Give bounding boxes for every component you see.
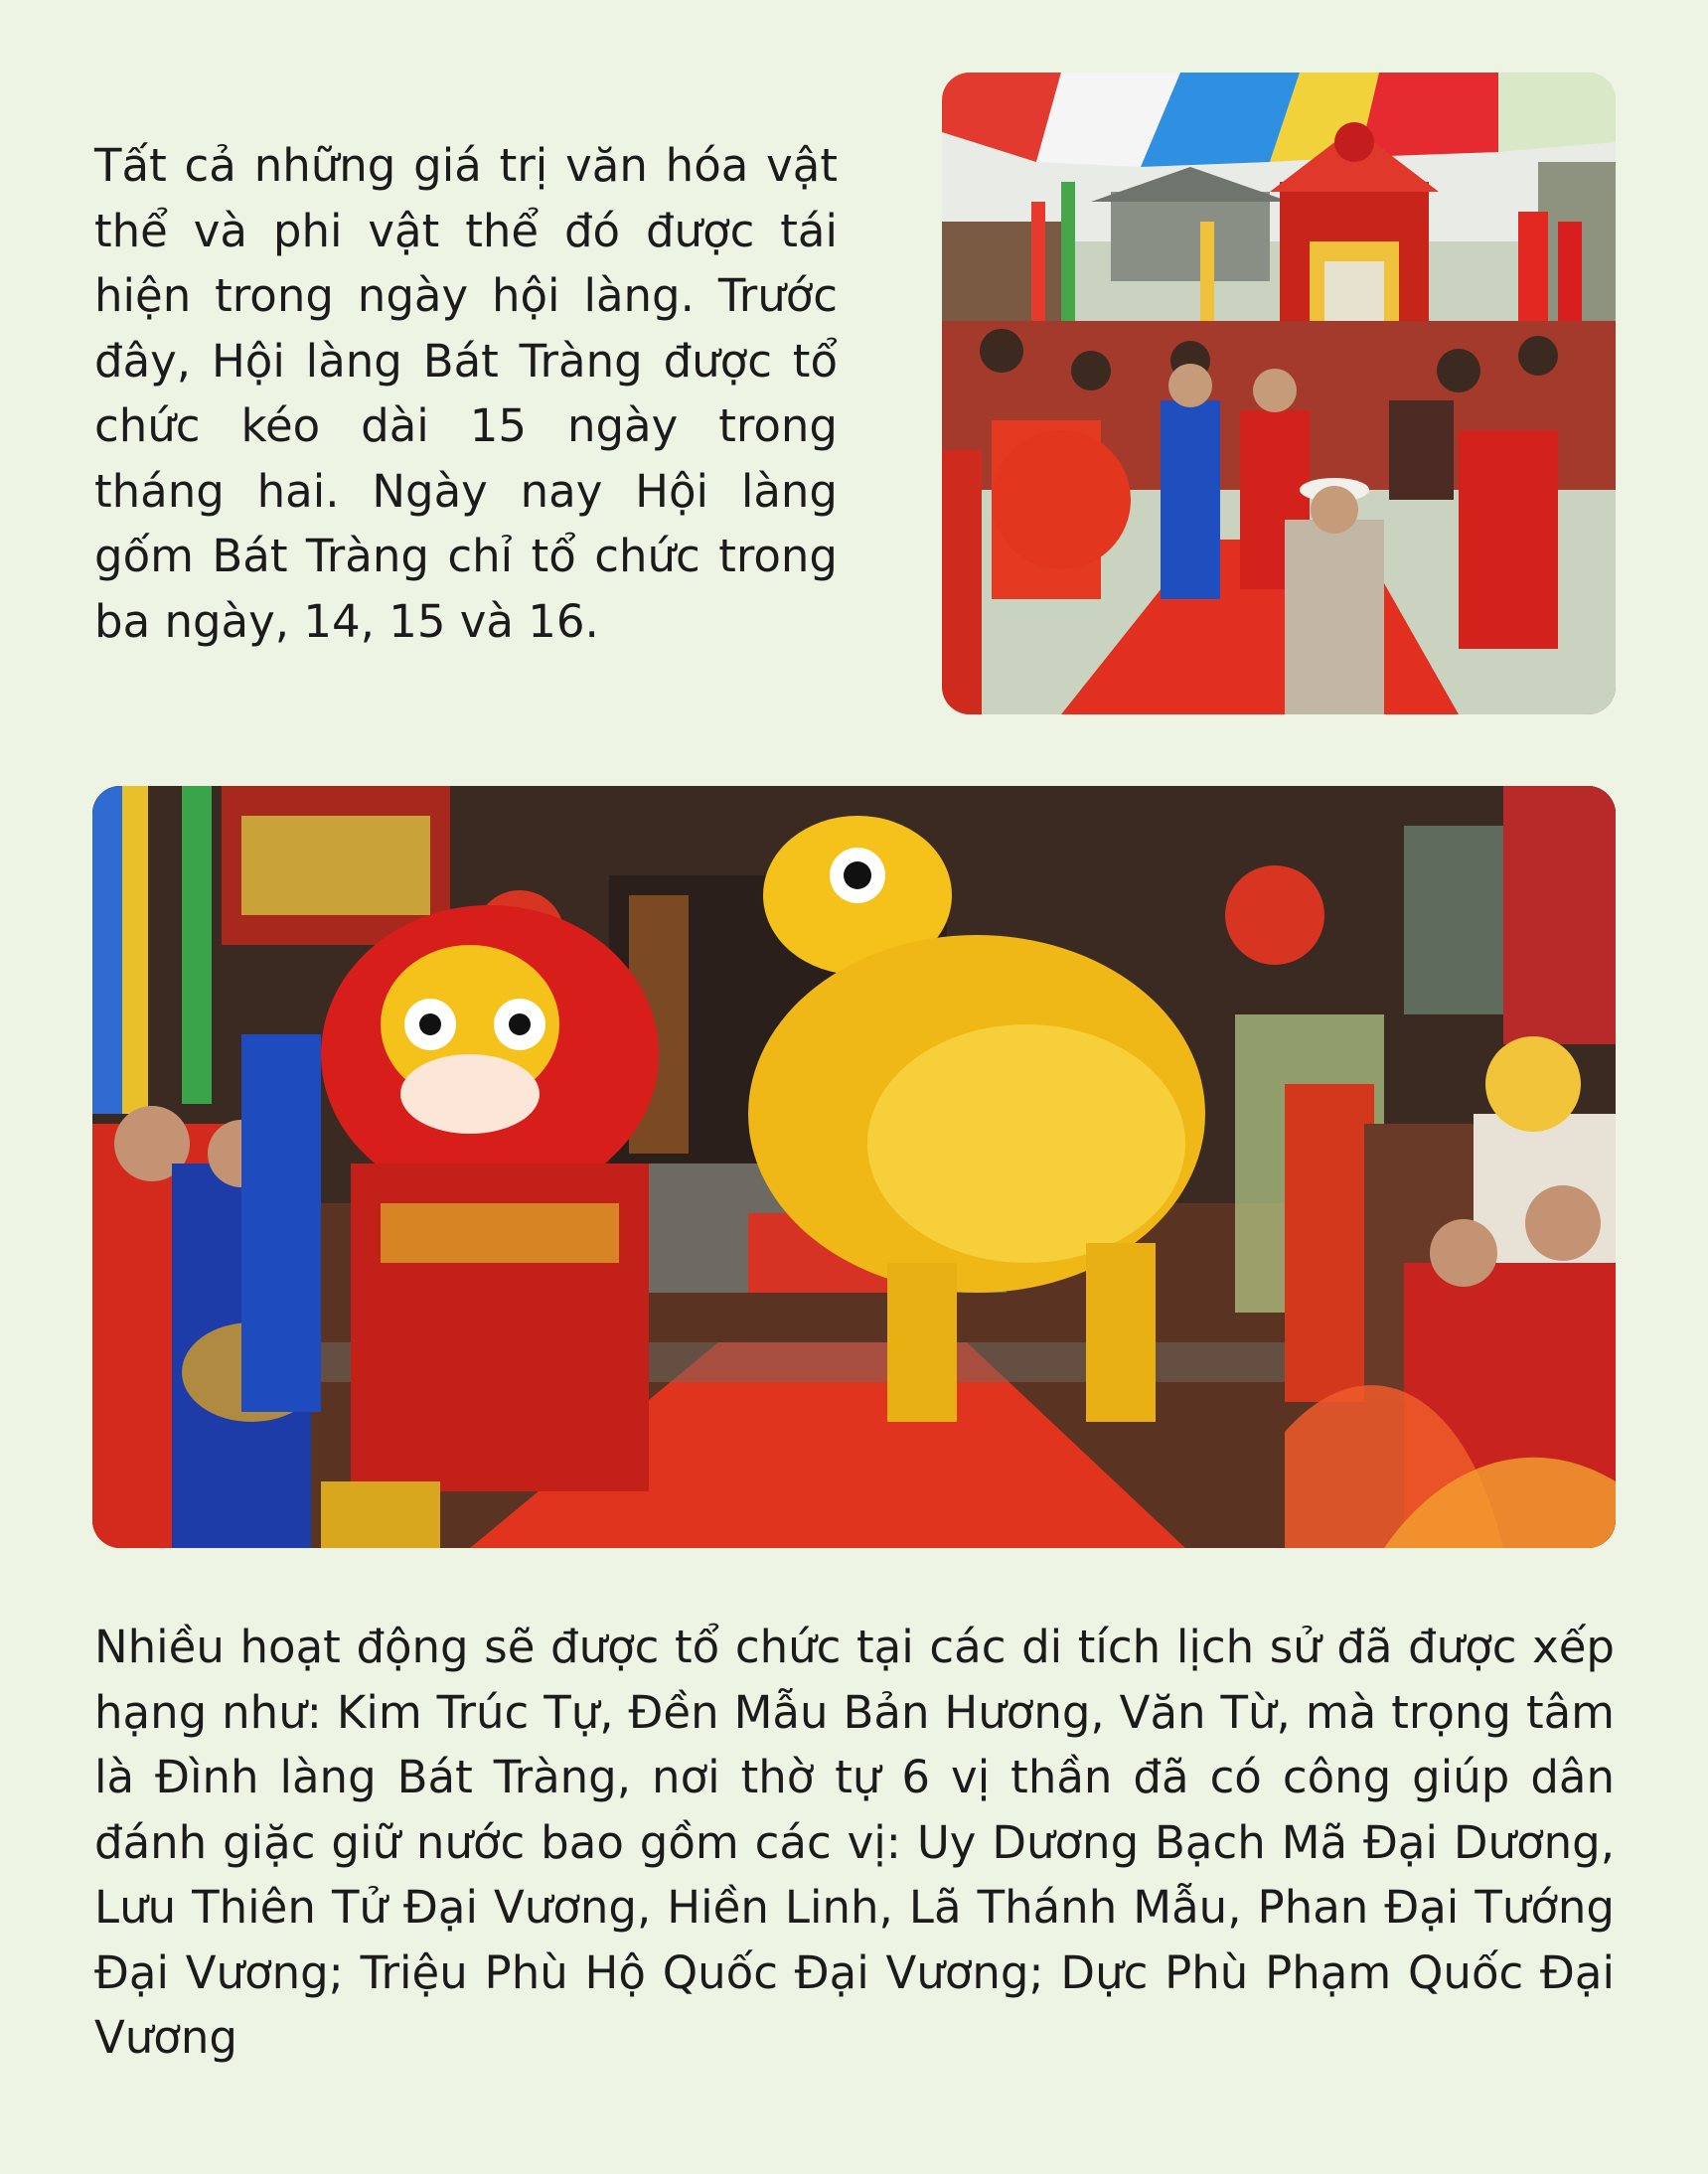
lion-dance-photo [92, 786, 1616, 1548]
relics-paragraph: Nhiều hoạt động sẽ được tổ chức tại các di tích lịch sử đã được xếp hạng như: Kim Trúc Tự, Đền Mẫu Bản Hương, Văn Từ, mà trọng tâm là Đình làng Bát Tràng, nơi thờ tự 6 vị thần đã có công giúp dân đánh giặc giữ nước bao gồm các vị: Uy Dương Bạch Mã Đại Dương, Lưu Thiên Tử Đại Vương, Hiền Linh, Lã Thánh Mẫu, Phan Đại Tướng Đại Vương; Triệu Phù Hộ Quốc Đại Vương; Dực Phù Phạm Quốc Đại Vương [94, 1621, 1615, 2064]
lion-dance-illustration [92, 786, 1616, 1548]
intro-paragraph: Tất cả những giá trị văn hóa vật thể và phi vật thể đó được tái hiện trong ngày hội làng. Trước đây, Hội làng Bát Tràng được tổ chức kéo dài 15 ngày trong tháng hai. Ngày nay Hội làng gốm Bát Tràng chỉ tổ chức trong ba ngày, 14, 15 và 16. [94, 139, 838, 648]
procession-photo [942, 73, 1616, 714]
procession-illustration [942, 73, 1616, 714]
